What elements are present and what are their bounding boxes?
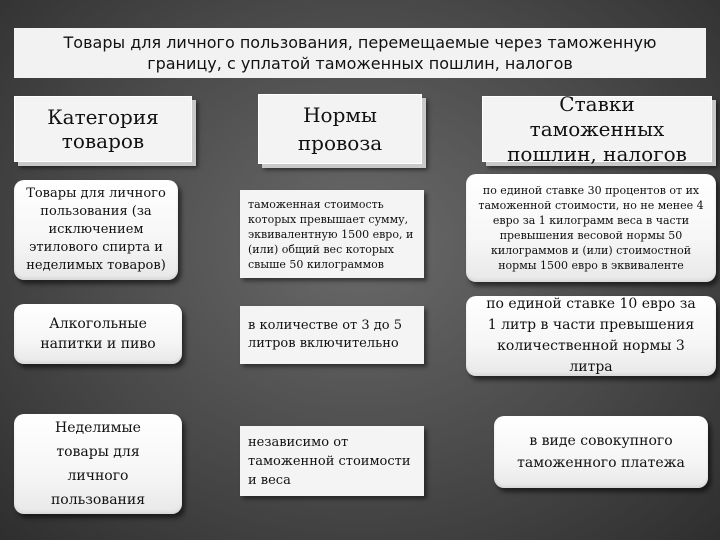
row-3-category-text: Неделимые товары для личного пользования	[50, 420, 146, 508]
row-2-rate-text: по единой ставке 10 евро за 1 литр в части превышения количественной нормы 3 литра	[486, 296, 696, 375]
row-2-norm-text: в количестве от 3 до 5 литров включительно	[248, 318, 403, 351]
row-3-category	[14, 414, 182, 514]
row-2-category	[14, 304, 182, 364]
page-title-text: Товары для личного пользования, перемещаемые через таможенную границу, с уплатой таможенных пошлин, налогов	[63, 33, 657, 73]
header-rates	[482, 91, 712, 166]
row-1-rate-text: по единой ставке 30 процентов от их таможенной стоимости, но не менее 4 евро за 1 килограмм веса в части превышения весовой нормы 50 килограммов и (или) стоимостной нормы 1500 евро в эквиваленте	[478, 184, 704, 272]
row-2-norm	[240, 306, 424, 364]
header-norms-text: Нормы провоза	[297, 103, 383, 155]
row-1-category-text: Товары для личного пользования (за исключением этилового спирта и неделимых товаров)	[26, 186, 166, 273]
row-3-rate-text: в виде совокупного таможенного платежа	[517, 433, 685, 471]
header-rates-text: Ставки таможенных пошлин, налогов	[507, 91, 687, 166]
row-2-category-text: Алкогольные напитки и пиво	[40, 316, 156, 352]
row-1-category	[14, 180, 178, 280]
header-category	[14, 96, 192, 162]
row-1-norm-text: таможенная стоимость которых превышает сумму, эквивалентную 1500 евро, и (или) общий вес которых свыше 50 килограммов	[248, 197, 414, 271]
row-3-norm-text: независимо от таможенной стоимости и веса	[248, 434, 411, 488]
row-3-norm	[240, 426, 424, 496]
header-category-text: Категория товаров	[47, 105, 159, 153]
row-3-rate	[494, 416, 708, 488]
page-title	[14, 28, 706, 78]
header-norms	[258, 94, 422, 164]
row-1-rate	[466, 174, 716, 282]
row-1-norm	[240, 190, 424, 278]
row-2-rate	[466, 296, 716, 376]
